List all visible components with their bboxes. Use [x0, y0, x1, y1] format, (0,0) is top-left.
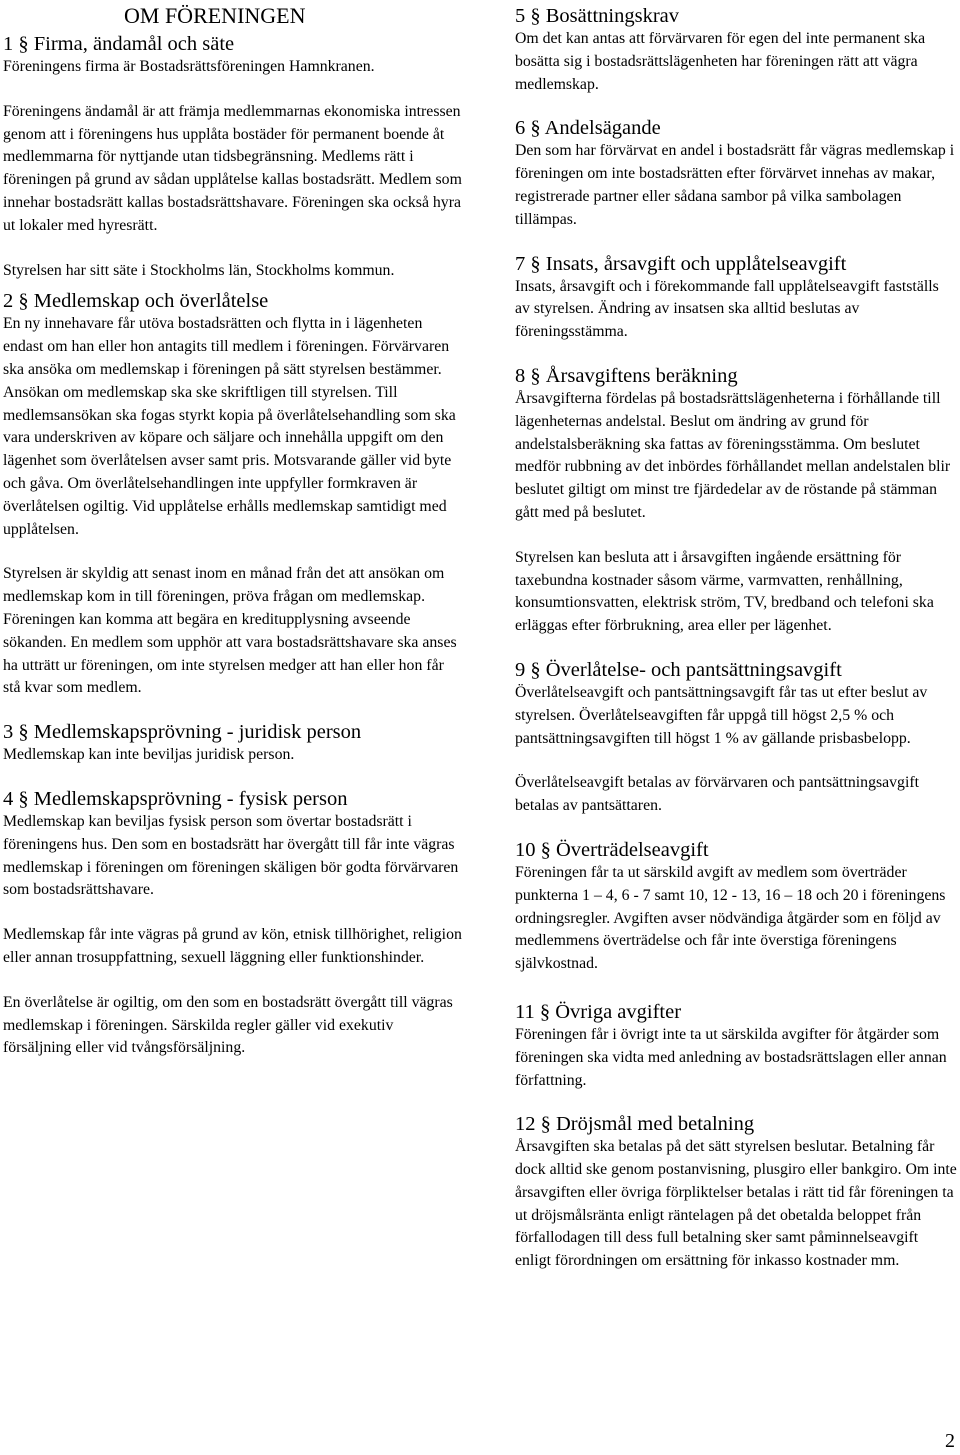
page-number: 2 [945, 1430, 955, 1452]
section-paragraph: Styrelsen har sitt säte i Stockholms län, Stockholms kommun. [3, 261, 395, 279]
section-paragraph: En ny innehavare får utöva bostadsrätten och flytta in i lägenheten endast om han eller hon antagits till medlem i föreningen. Förvärvaren ska ansöka om medlemskap i föreningen på sätt styrelsen bestämmer. Ansökan om medlemskap ska ske skriftligen till styrelsen. Till medlemsansökan ska fogas styrkt kopia på överlåtelsehandling som ska vara underskriven av köpare och säljare och innehålla uppgift om den lägenhet som överlåtelsen avser samt pris. Motsvarande gäller vid byte och gåva. Om överlåtelsehandlingen inte uppfyller formkraven är överlåtelsen ogiltig. Vid upplåtelse erhålls medlemskap samtidigt med upplåtelsen. [3, 315, 456, 538]
section-paragraph: Föreningens firma är Bostadsrättsföreningen Hamnkranen. [3, 58, 375, 75]
section-3 [3, 720, 463, 767]
section-4 [3, 787, 463, 1060]
section-11 [515, 1000, 957, 1092]
section-heading: 8 § Årsavgiftens beräkning [515, 364, 738, 387]
left-column [3, 0, 463, 1060]
section-6 [515, 116, 957, 231]
section-paragraph: Årsavgiften ska betalas på det sätt styrelsen beslutar. Betalning får dock alltid ske genom postanvisning, plusgiro eller bankgiro. Om inte årsavgiften eller övriga förpliktelser betalas i rätt tid får föreningen ta ut dröjsmålsränta enligt räntelagen på det obetalda beloppet från förfallodagen till dess full betalning sker samt påminnelseavgift enligt förordningen om ersättning för inkasso kostnader mm. [515, 1138, 957, 1270]
section-7 [515, 252, 957, 344]
section-paragraph: Styrelsen är skyldig att senast inom en månad från det att ansökan om medlemskap kom in till föreningen, pröva frågan om medlemskap. Föreningen kan komma att begära en kreditupplysning avseende sökanden. En medlem som upphör att vara bostadsrättshavare ska anses ha utträtt ur föreningen, om inte styrelsen medger att han eller hon får stå kvar som medlem. [3, 565, 457, 697]
section-heading: 1 § Firma, ändamål och säte [3, 33, 235, 55]
section-paragraph: Medlemskap kan inte beviljas juridisk person. [3, 746, 295, 764]
right-column [515, 0, 957, 1273]
section-heading: 9 § Överlåtelse- och pantsättningsavgift [515, 658, 842, 681]
section-paragraph: Styrelsen kan besluta att i årsavgiften ingående ersättning för taxebundna kostnader såsom värme, varmvatten, renhållning, konsumtionsvatten, elektrisk ström, TV, bredband och telefoni ska erläggas efter förbrukning, area eller per lägenhet. [515, 548, 934, 635]
section-paragraph: Föreningens ändamål är att främja medlemmarnas ekonomiska intressen genom att i föreningens hus upplåta bostäder för permanent boende åt medlemmarna för nyttjande utan tidsbegränsning. Medlems rätt i föreningen på grund av sådan upplåtelse kallas bostadsrätt. Medlem som innehar bostadsrätt kallas bostadsrättshavare. Föreningen ska också hyra ut lokaler med hyresrätt. [3, 102, 462, 234]
section-1 [3, 32, 463, 282]
section-9 [515, 658, 957, 818]
section-2 [3, 289, 463, 700]
section-paragraph: Om det kan antas att förvärvaren för egen del inte permanent ska bosätta sig i bostadsrättslägenheten har föreningen rätt att vägra medlemskap. [515, 30, 926, 93]
section-paragraph: Den som har förvärvat en andel i bostadsrätt får vägras medlemskap i föreningen om inte bostadsrätten efter förvärvet innehas av makar, registrerade partner eller sådana sambor på vilka sambolagen tillämpas. [515, 142, 955, 228]
section-paragraph: Medlemskap kan beviljas fysisk person som övertar bostadsrätt i föreningens hus. Den som en bostadsrätt har övergått till får inte vägras medlemskap i föreningen om föreningen skäligen bör godta förvärvaren som bostadsrättshavare. [3, 812, 459, 899]
section-paragraph: Medlemskap får inte vägras på grund av kön, etnisk tillhörighet, religion eller annan trosuppfattning, sexuell läggning eller funktionshinder. [3, 926, 462, 966]
section-heading: 12 § Dröjsmål med betalning [515, 1113, 755, 1136]
section-heading: 10 § Överträdelseavgift [515, 838, 709, 861]
section-10 [515, 838, 957, 976]
section-paragraph: Årsavgifterna fördelas på bostadsrättslägenheterna i förhållande till lägenheternas andelstal. Beslut om ändring av grund för andelstalsberäkning ska fattas av föreningsstämma. Om beslutet medför rubbning av det inbördes förhållandet mellan andelstalen blir beslutet giltigt om minst tre fjärdedelar av de röstande på stämman gått med på beslutet. [515, 389, 951, 521]
section-heading: 11 § Övriga avgifter [515, 1000, 682, 1023]
section-heading: 2 § Medlemskap och överlåtelse [3, 290, 269, 313]
document-title: OM FÖRENINGEN [124, 3, 306, 28]
section-heading: 7 § Insats, årsavgift och upplåtelseavgift [515, 252, 847, 275]
section-paragraph: En överlåtelse är ogiltig, om den som en bostadsrätt övergått till vägras medlemskap i föreningen. Särskilda regler gäller vid exekutiv försäljning eller vid tvångsförsäljning. [3, 993, 453, 1057]
section-heading: 4 § Medlemskapsprövning - fysisk person [3, 787, 348, 810]
section-8 [515, 364, 957, 638]
section-paragraph: Överlåtelseavgift betalas av förvärvaren och pantsättningsavgift betalas av pantsättaren. [515, 774, 919, 815]
section-heading: 5 § Bosättningskrav [515, 5, 679, 27]
section-paragraph: Föreningen får i övrigt inte ta ut särskilda avgifter för åtgärder som föreningen ska vidta med anledning av bostadsrättslagen eller annan författning. [515, 1025, 947, 1089]
section-heading: 6 § Andelsägande [515, 117, 661, 140]
section-12 [515, 1112, 957, 1273]
section-paragraph: Överlåtelseavgift och pantsättningsavgift får tas ut efter beslut av styrelsen. Överlåtelseavgiften får uppgå till högst 2,5 % och pantsättningsavgiften till högst 1 % av gällande prisbasbelopp. [515, 683, 928, 747]
section-5 [515, 4, 957, 96]
section-paragraph: Insats, årsavgift och i förekommande fall upplåtelseavgift fastställs av styrelsen. Ändring av insatsen ska alltid beslutas av föreningsstämma. [515, 277, 939, 341]
section-heading: 3 § Medlemskapsprövning - juridisk person [3, 721, 362, 744]
section-paragraph: Föreningen får ta ut särskild avgift av medlem som överträder punkterna 1 – 4, 6 - 7 samt 10, 12 - 13, 16 – 18 och 20 i föreningens ordningsregler. Avgiften avser nödvändiga åtgärder som en följd av medlemmens överträdelse och får inte överstiga föreningens självkostnad. [515, 863, 946, 973]
